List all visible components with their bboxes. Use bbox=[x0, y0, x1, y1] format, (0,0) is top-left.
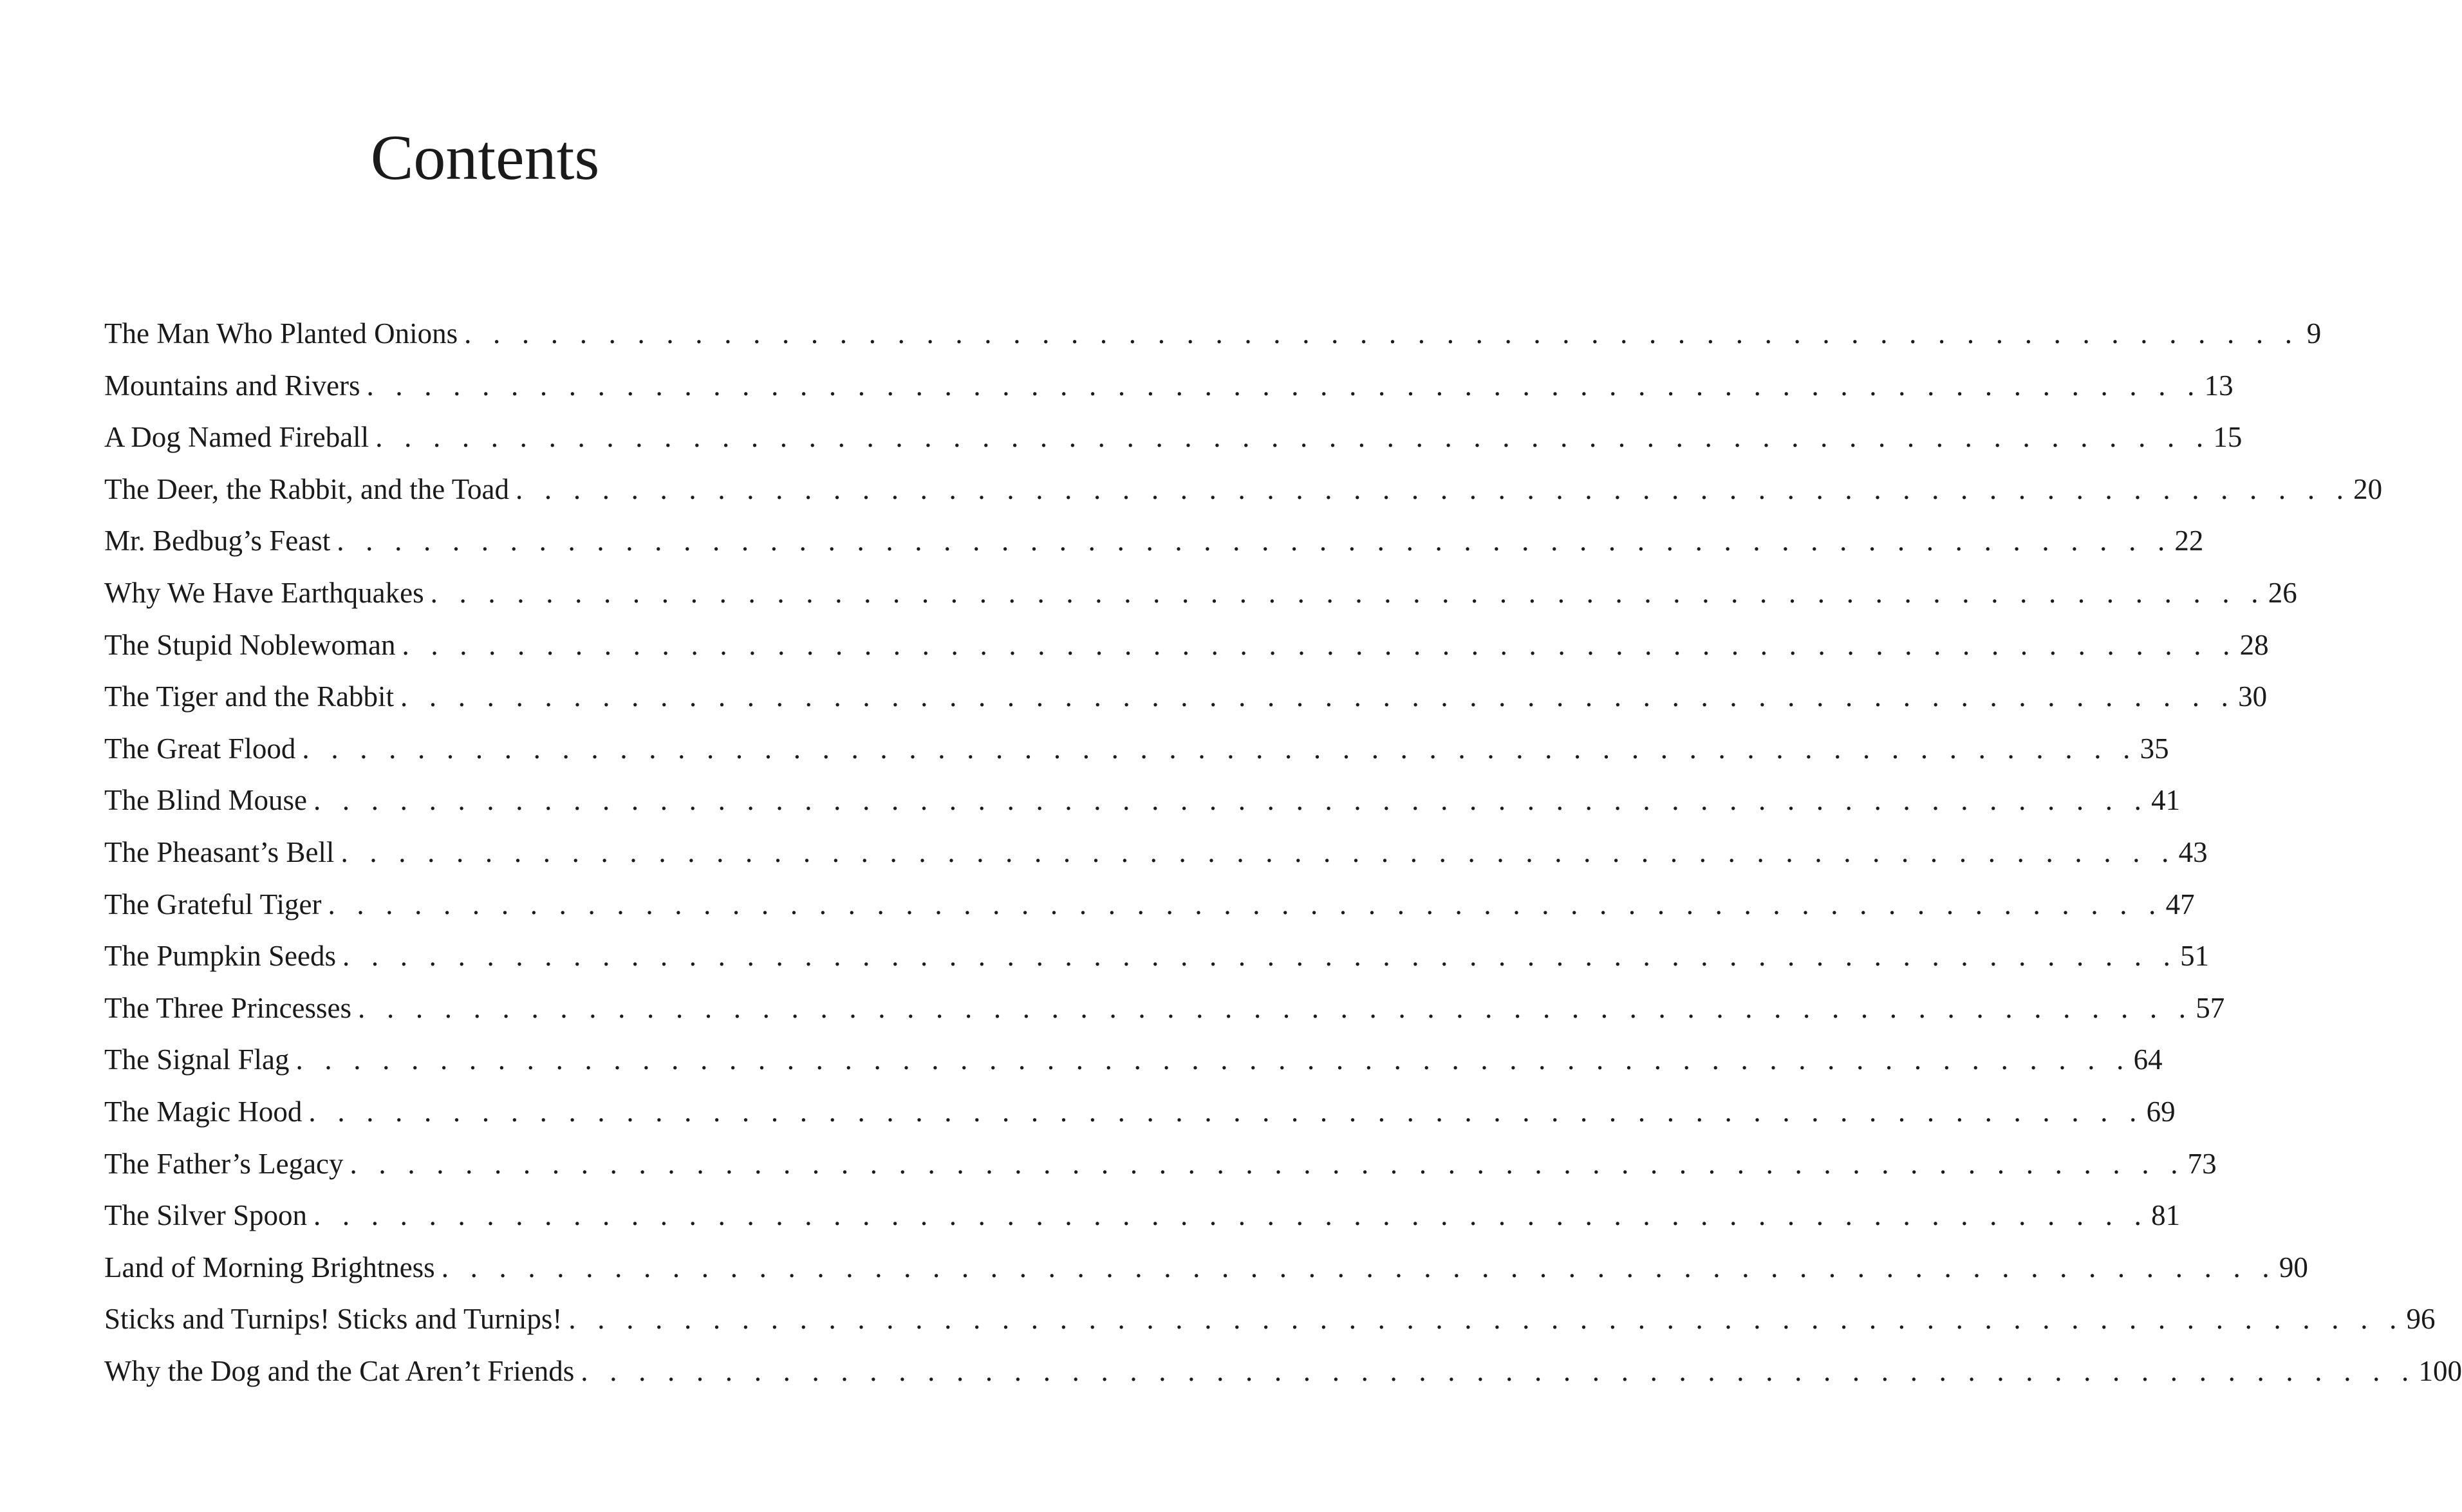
page-title: Contents bbox=[370, 122, 600, 193]
toc-entry-title: The Blind Mouse bbox=[104, 784, 307, 817]
toc-page-number: 43 bbox=[2178, 835, 2208, 868]
toc-entry-title: Sticks and Turnips! Sticks and Turnips! bbox=[104, 1303, 563, 1336]
toc-entry[interactable] bbox=[104, 1190, 2181, 1242]
toc-entry[interactable] bbox=[104, 619, 2269, 671]
toc-entry-title: The Grateful Tiger bbox=[104, 888, 322, 920]
toc-entry[interactable] bbox=[104, 723, 2169, 775]
toc-entry-title: The Stupid Noblewoman bbox=[104, 628, 396, 661]
table-of-contents bbox=[104, 308, 2462, 1397]
toc-entry-title: The Three Princesses bbox=[104, 991, 352, 1024]
toc-entry-title: Why the Dog and the Cat Aren’t Friends bbox=[104, 1354, 575, 1387]
toc-entry-title: The Man Who Planted Onions bbox=[104, 317, 458, 350]
toc-entry-title: Why We Have Earthquakes bbox=[104, 576, 424, 609]
toc-entry-title: The Pumpkin Seeds bbox=[104, 940, 336, 973]
toc-entry[interactable] bbox=[104, 1034, 2163, 1086]
toc-entry[interactable] bbox=[104, 930, 2210, 982]
toc-dot-leader: . . . . . . . . . . . . . . . . . . . . . . . . . . . . . . . . . . . . . . . . . . . . . . . . . . . . . . . . . . . . . . . . bbox=[581, 1354, 2416, 1387]
toc-entry[interactable] bbox=[104, 1293, 2436, 1345]
toc-entry-title: The Magic Hood bbox=[104, 1095, 303, 1128]
toc-entry-title: The Great Flood bbox=[104, 732, 296, 765]
toc-dot-leader: . . . . . . . . . . . . . . . . . . . . . . . . . . . . . . . . . . . . . . . . . . . . . . . . . . . . . . . . . . . . . . . . bbox=[313, 1199, 2149, 1232]
toc-entry[interactable] bbox=[104, 411, 2243, 463]
toc-page-number: 26 bbox=[2268, 576, 2297, 609]
toc-page-number: 64 bbox=[2133, 1043, 2163, 1076]
toc-dot-leader: . . . . . . . . . . . . . . . . . . . . . . . . . . . . . . . . . . . . . . . . . . . . . . . . . . . . . . . . . . . . . . . . bbox=[302, 732, 2138, 765]
toc-entry[interactable] bbox=[104, 879, 2195, 931]
toc-page-number: 51 bbox=[2180, 940, 2210, 973]
toc-dot-leader: . . . . . . . . . . . . . . . . . . . . . . . . . . . . . . . . . . . . . . . . . . . . . . . . . . . . . . . . . . . . . . . . bbox=[342, 940, 2178, 973]
toc-dot-leader: . . . . . . . . . . . . . . . . . . . . . . . . . . . . . . . . . . . . . . . . . . . . . . . . . . . . . . . . . . . . . . . . bbox=[308, 1095, 2144, 1128]
toc-dot-leader: . . . . . . . . . . . . . . . . . . . . . . . . . . . . . . . . . . . . . . . . . . . . . . . . . . . . . . . . . . . . . . . . bbox=[464, 317, 2300, 350]
toc-page-number: 41 bbox=[2151, 784, 2181, 817]
toc-entry-title: The Father’s Legacy bbox=[104, 1147, 344, 1180]
toc-dot-leader: . . . . . . . . . . . . . . . . . . . . . . . . . . . . . . . . . . . . . . . . . . . . . . . . . . . . . . . . . . . . . . . . bbox=[516, 472, 2351, 505]
toc-dot-leader: . . . . . . . . . . . . . . . . . . . . . . . . . . . . . . . . . . . . . . . . . . . . . . . . . . . . . . . . . . . . . . . . bbox=[402, 628, 2237, 661]
toc-entry[interactable] bbox=[104, 1345, 2462, 1397]
toc-page-number: 90 bbox=[2279, 1251, 2308, 1283]
toc-entry[interactable] bbox=[104, 1138, 2217, 1190]
toc-page-number: 69 bbox=[2146, 1095, 2176, 1128]
toc-entry-title: A Dog Named Fireball bbox=[104, 421, 369, 454]
toc-dot-leader: . . . . . . . . . . . . . . . . . . . . . . . . . . . . . . . . . . . . . . . . . . . . . . . . . . . . . . . . . . . . . . . . bbox=[400, 680, 2236, 713]
toc-dot-leader: . . . . . . . . . . . . . . . . . . . . . . . . . . . . . . . . . . . . . . . . . . . . . . . . . . . . . . . . . . . . . . . . bbox=[340, 835, 2176, 868]
toc-page-number: 96 bbox=[2406, 1303, 2436, 1336]
toc-entry-title: Land of Morning Brightness bbox=[104, 1251, 435, 1283]
toc-entry[interactable] bbox=[104, 567, 2297, 619]
toc-page-number: 57 bbox=[2196, 991, 2225, 1024]
toc-dot-leader: . . . . . . . . . . . . . . . . . . . . . . . . . . . . . . . . . . . . . . . . . . . . . . . . . . . . . . . . . . . . . . . . bbox=[295, 1043, 2131, 1076]
toc-entry[interactable] bbox=[104, 1242, 2308, 1294]
toc-dot-leader: . . . . . . . . . . . . . . . . . . . . . . . . . . . . . . . . . . . . . . . . . . . . . . . . . . . . . . . . . . . . . . . . bbox=[313, 784, 2149, 817]
toc-entry-title: Mr. Bedbug’s Feast bbox=[104, 525, 331, 557]
toc-dot-leader: . . . . . . . . . . . . . . . . . . . . . . . . . . . . . . . . . . . . . . . . . . . . . . . . . . . . . . . . . . . . . . . . bbox=[337, 525, 2172, 557]
toc-page-number: 13 bbox=[2204, 369, 2234, 402]
toc-entry-title: The Signal Flag bbox=[104, 1043, 290, 1076]
toc-page-number: 81 bbox=[2151, 1199, 2181, 1232]
toc-page-number: 20 bbox=[2353, 472, 2383, 505]
toc-page-number: 47 bbox=[2165, 888, 2195, 920]
toc-entry[interactable] bbox=[104, 308, 2322, 360]
toc-page-number: 15 bbox=[2213, 421, 2243, 454]
toc-entry[interactable] bbox=[104, 360, 2234, 412]
toc-entry-title: The Pheasant’s Bell bbox=[104, 835, 335, 868]
toc-entry[interactable] bbox=[104, 1086, 2176, 1138]
toc-dot-leader: . . . . . . . . . . . . . . . . . . . . . . . . . . . . . . . . . . . . . . . . . . . . . . . . . . . . . . . . . . . . . . . . bbox=[441, 1251, 2277, 1283]
toc-entry[interactable] bbox=[104, 826, 2208, 879]
toc-entry-title: The Tiger and the Rabbit bbox=[104, 680, 394, 713]
toc-entry[interactable] bbox=[104, 515, 2204, 567]
toc-dot-leader: . . . . . . . . . . . . . . . . . . . . . . . . . . . . . . . . . . . . . . . . . . . . . . . . . . . . . . . . . . . . . . . . bbox=[430, 576, 2266, 609]
toc-entry[interactable] bbox=[104, 671, 2268, 723]
toc-entry-title: The Deer, the Rabbit, and the Toad bbox=[104, 472, 510, 505]
toc-dot-leader: . . . . . . . . . . . . . . . . . . . . . . . . . . . . . . . . . . . . . . . . . . . . . . . . . . . . . . . . . . . . . . . . bbox=[366, 369, 2202, 402]
toc-entry[interactable] bbox=[104, 982, 2225, 1034]
toc-dot-leader: . . . . . . . . . . . . . . . . . . . . . . . . . . . . . . . . . . . . . . . . . . . . . . . . . . . . . . . . . . . . . . . . bbox=[350, 1147, 2185, 1180]
toc-page-number: 100 bbox=[2418, 1354, 2462, 1387]
toc-entry-title: Mountains and Rivers bbox=[104, 369, 360, 402]
toc-dot-leader: . . . . . . . . . . . . . . . . . . . . . . . . . . . . . . . . . . . . . . . . . . . . . . . . . . . . . . . . . . . . . . . . bbox=[375, 421, 2211, 454]
toc-entry[interactable] bbox=[104, 463, 2383, 516]
toc-page-number: 22 bbox=[2174, 525, 2204, 557]
toc-dot-leader: . . . . . . . . . . . . . . . . . . . . . . . . . . . . . . . . . . . . . . . . . . . . . . . . . . . . . . . . . . . . . . . . bbox=[328, 888, 2163, 920]
toc-dot-leader: . . . . . . . . . . . . . . . . . . . . . . . . . . . . . . . . . . . . . . . . . . . . . . . . . . . . . . . . . . . . . . . . bbox=[358, 991, 2194, 1024]
toc-page-number: 9 bbox=[2306, 317, 2322, 350]
toc-page-number: 73 bbox=[2187, 1147, 2217, 1180]
toc-entry[interactable] bbox=[104, 774, 2181, 826]
toc-entry-title: The Silver Spoon bbox=[104, 1199, 307, 1232]
toc-page-number: 35 bbox=[2140, 732, 2169, 765]
toc-dot-leader: . . . . . . . . . . . . . . . . . . . . . . . . . . . . . . . . . . . . . . . . . . . . . . . . . . . . . . . . . . . . . . . . bbox=[568, 1303, 2404, 1336]
toc-page-number: 28 bbox=[2239, 628, 2269, 661]
toc-page-number: 30 bbox=[2238, 680, 2268, 713]
